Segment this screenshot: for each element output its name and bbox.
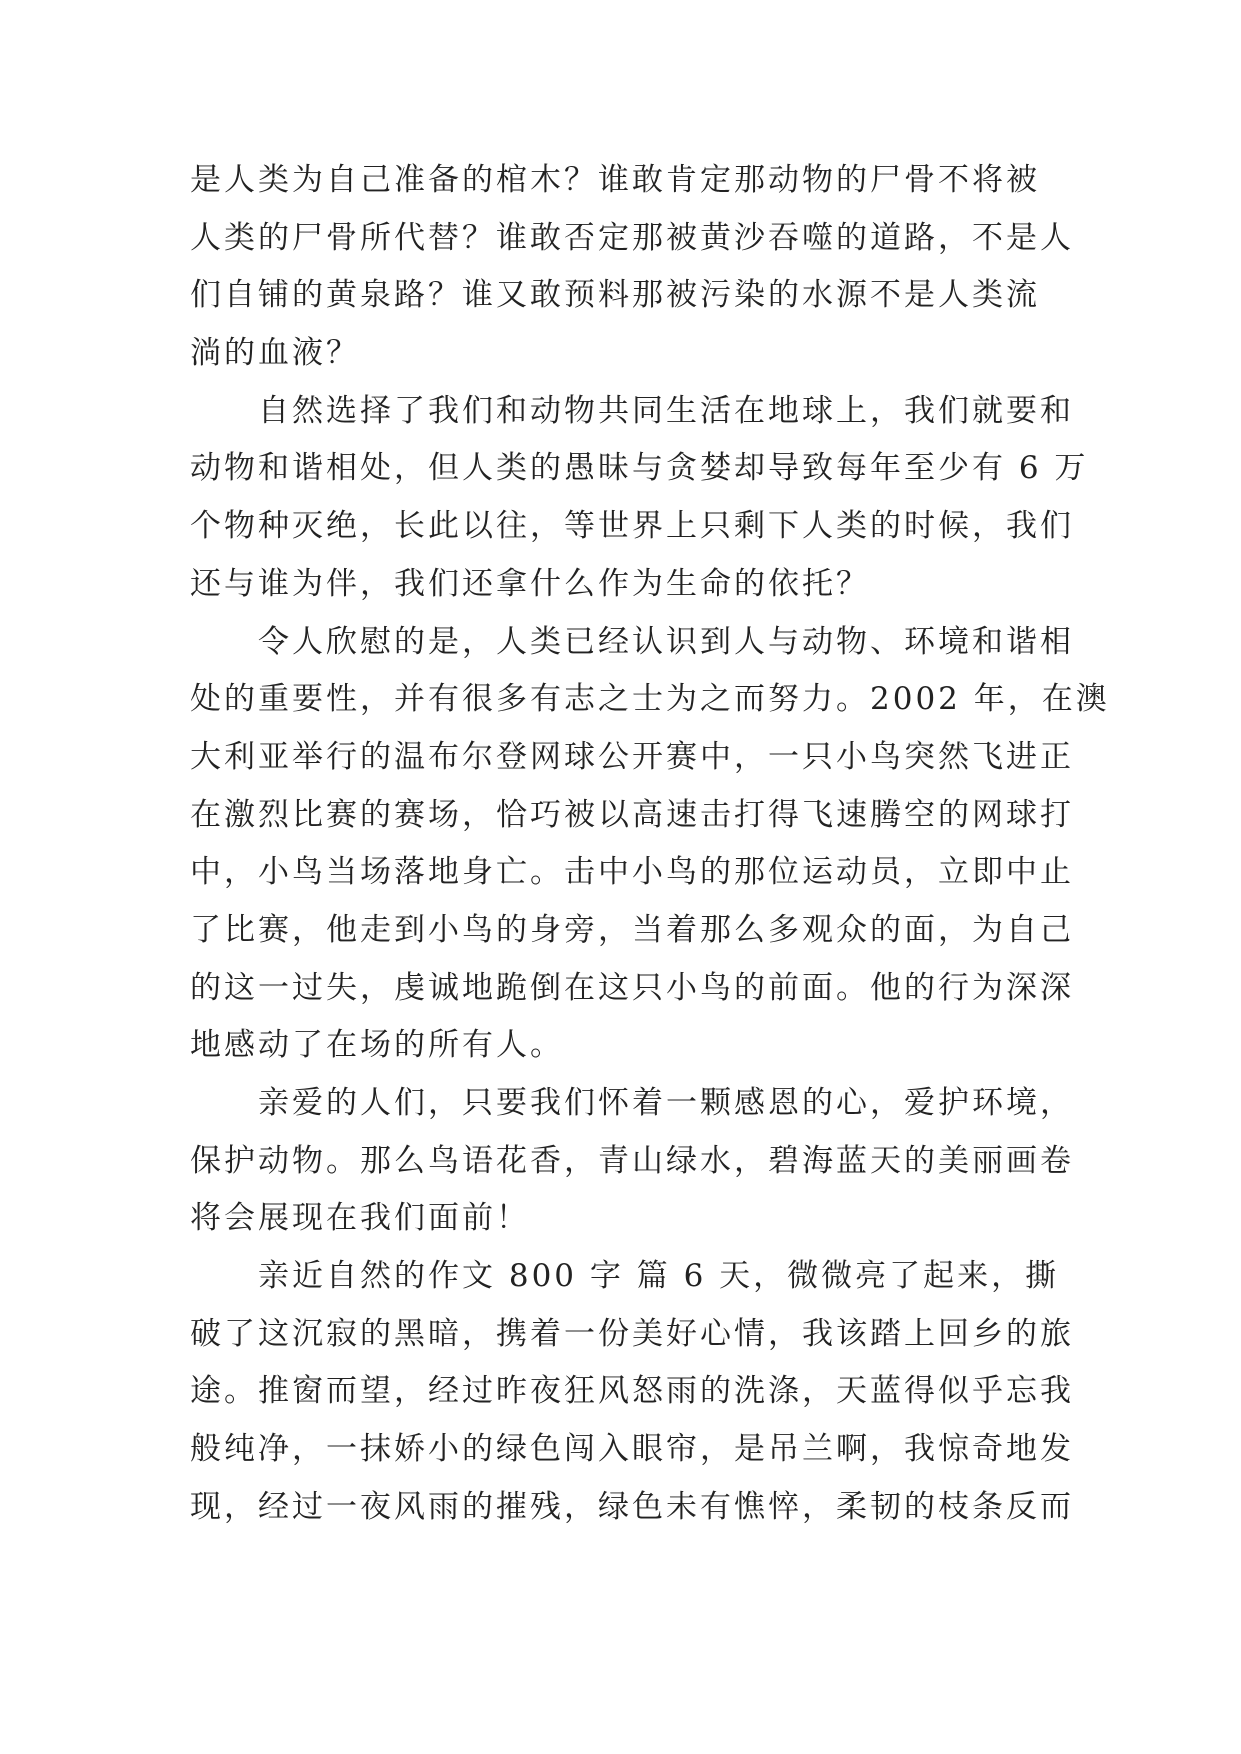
text-line: 将会展现在我们面前！ bbox=[190, 1200, 530, 1237]
text-line: 是人类为自己准备的棺木？谁敢肯定那动物的尸骨不将被 bbox=[190, 162, 1040, 198]
text-line: 自然选择了我们和动物共同生活在地球上，我们就要和 bbox=[258, 392, 1074, 429]
text-line: 处的重要性，并有很多有志之士为之而努力。2002 年，在澳 bbox=[190, 681, 1110, 718]
text-line: 般纯净，一抹娇小的绿色闯入眼帘，是吊兰啊，我惊奇地发 bbox=[190, 1431, 1074, 1468]
text-line: 还与谁为伴，我们还拿什么作为生命的依托？ bbox=[190, 565, 870, 602]
text-line: 令人欣慰的是，人类已经认识到人与动物、环境和谐相 bbox=[258, 623, 1074, 660]
text-line: 保护动物。那么鸟语花香，青山绿水，碧海蓝天的美丽画卷 bbox=[190, 1142, 1074, 1179]
text-line: 人类的尸骨所代替？谁敢否定那被黄沙吞噬的道路，不是人 bbox=[190, 219, 1074, 256]
text-line: 了比赛，他走到小鸟的身旁，当着那么多观众的面，为自己 bbox=[190, 911, 1074, 948]
text-line: 途。推窗而望，经过昨夜狂风怒雨的洗涤，天蓝得似乎忘我 bbox=[190, 1373, 1074, 1410]
text-line: 们自铺的黄泉路？谁又敢预料那被污染的水源不是人类流 bbox=[190, 277, 1040, 314]
text-line: 中，小鸟当场落地身亡。击中小鸟的那位运动员，立即中止 bbox=[190, 854, 1074, 891]
text-line: 亲爱的人们，只要我们怀着一颗感恩的心，爱护环境， bbox=[258, 1085, 1074, 1121]
text-line: 破了这沉寂的黑暗，携着一份美好心情，我该踏上回乡的旅 bbox=[190, 1315, 1074, 1352]
text-line: 的这一过失，虔诚地跪倒在这只小鸟的前面。他的行为深深 bbox=[190, 969, 1074, 1006]
text-line: 动物和谐相处，但人类的愚昧与贪婪却导致每年至少有 6 万 bbox=[190, 450, 1089, 487]
text-line: 在激烈比赛的赛场，恰巧被以高速击打得飞速腾空的网球打 bbox=[190, 796, 1074, 833]
text-line: 个物种灭绝，长此以往，等世界上只剩下人类的时候，我们 bbox=[190, 508, 1074, 545]
text-line: 大利亚举行的温布尔登网球公开赛中，一只小鸟突然飞进正 bbox=[190, 738, 1074, 775]
text-line: 亲近自然的作文 800 字 篇 6 天，微微亮了起来，撕 bbox=[258, 1258, 1060, 1295]
text-line: 现，经过一夜风雨的摧残，绿色未有憔悴，柔韧的枝条反而 bbox=[190, 1488, 1074, 1525]
text-line: 淌的血液？ bbox=[190, 335, 360, 372]
text-line: 地感动了在场的所有人。 bbox=[190, 1027, 564, 1064]
body-text bbox=[190, 152, 1110, 1537]
